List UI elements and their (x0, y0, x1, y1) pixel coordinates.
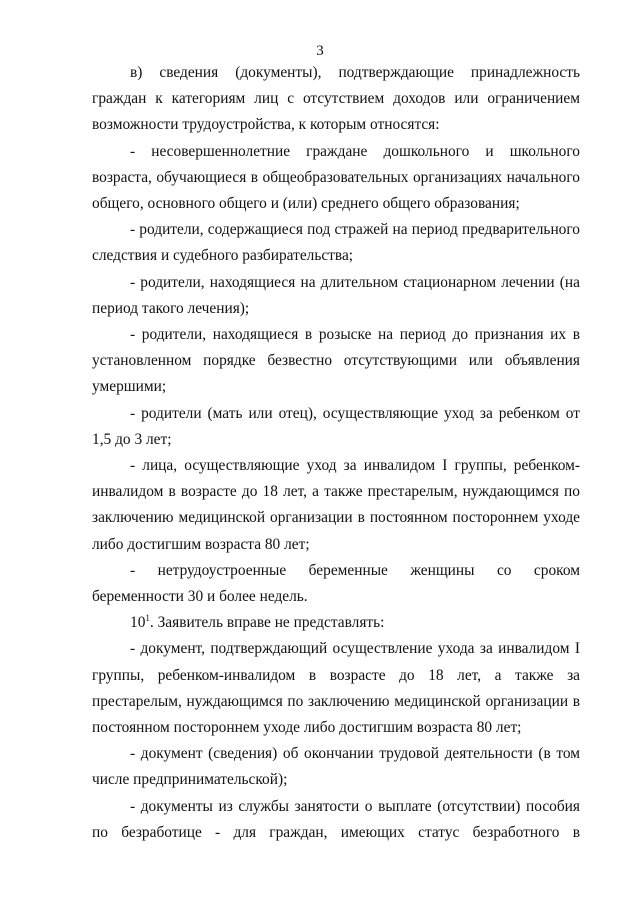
page-number: 3 (316, 43, 324, 59)
list-item-caregivers: - лица, осуществляющие уход за инвалидом I группы, ребенком-инвалидом в возрасте до 18 лет, а также престарелым, нуждающимся по заключению медицинской организации в постоянном постороннем уходе либо достигшим возраста 80 лет; (92, 457, 580, 553)
list-item-pregnant-women: - нетрудоустроенные беременные женщины со сроком беременности 30 и более недель. (92, 561, 580, 606)
section-item-unemployment-benefit: - документы из службы занятости о выплате (отсутствии) пособия по безработице - для граждан, имеющих статус безработного в (92, 797, 580, 841)
section-superscript: 1 (145, 613, 150, 624)
list-item-parents-childcare: - родители (мать или отец), осуществляющие уход за ребенком от 1,5 до 3 лет; (92, 404, 580, 448)
section-heading (92, 610, 580, 636)
list-item-minors: - несовершеннолетние граждане дошкольного и школьного возраста, обучающиеся в общеобразовательных организациях начального общего, основного общего и (или) среднего общего образования; (92, 142, 580, 213)
list-item-parents-in-custody: - родители, содержащиеся под стражей на период предварительного следствия и судебного разбирательства; (92, 221, 580, 265)
section-heading-text: . Заявитель вправе не представлять: (149, 614, 385, 632)
list-item-parents-wanted: - родители, находящиеся в розыске на период до признания их в установленном порядке безвестно отсутствующими или объявления умершими; (92, 326, 580, 396)
list-item-parents-in-hospital: - родители, находящиеся на длительном стационарном лечении (на период такого лечения); (92, 273, 580, 317)
paragraph-info-documents: в) сведения (документы), подтверждающие принадлежность граждан к категориям лиц с отсутствием доходов или ограничением возможности трудоустройства, к которым относятся: (92, 64, 580, 134)
section-number: 10 (130, 614, 146, 632)
section-item-employment-end: - документ (сведения) об окончании трудовой деятельности (в том числе предпринимательской); (92, 745, 580, 789)
section-item-care-document: - документ, подтверждающий осуществление ухода за инвалидом I группы, ребенком-инвалидом в возрасте до 18 лет, а также за престарелым, нуждающимся по заключению медицинской организации в постоянном постороннем уходе либо достигшим возраста 80 лет; (92, 640, 580, 737)
document-body (92, 60, 580, 846)
